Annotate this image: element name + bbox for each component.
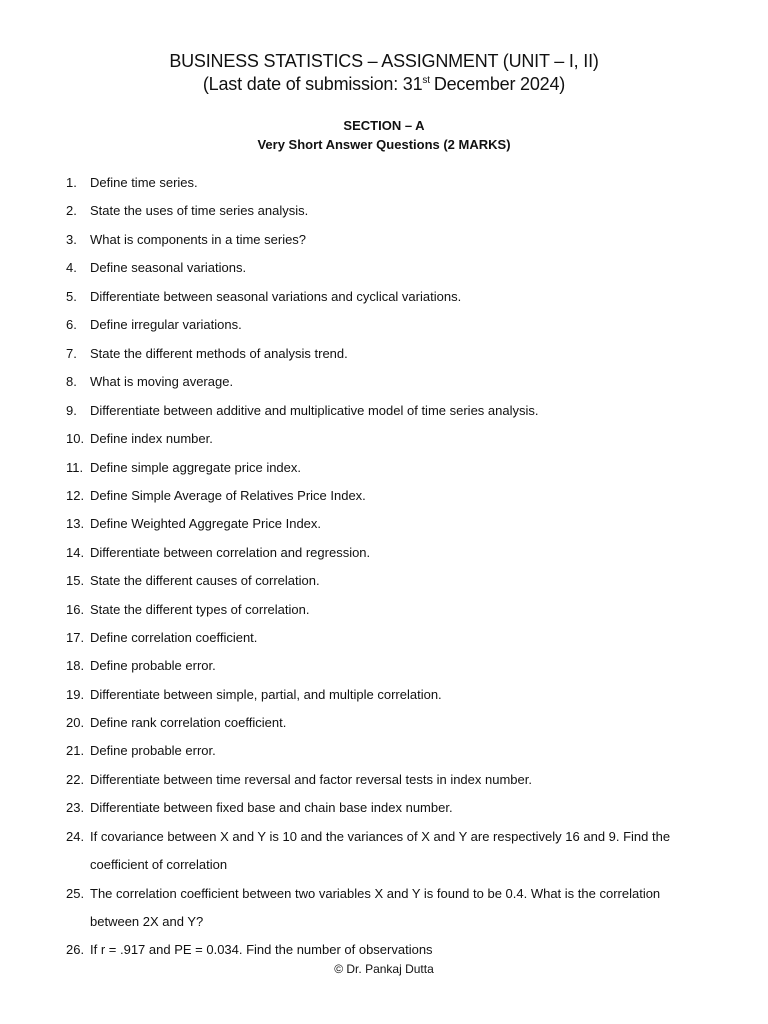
question-number: 3. xyxy=(66,232,77,247)
question-text: Define correlation coefficient. xyxy=(90,630,258,645)
question-item xyxy=(66,714,716,732)
question-text xyxy=(90,828,716,874)
question-text: Define seasonal variations. xyxy=(90,260,247,275)
question-number: 9. xyxy=(66,403,77,418)
question-number: 1. xyxy=(66,175,77,190)
copyright-footer: © Dr. Pankaj Dutta xyxy=(334,962,434,976)
question-item xyxy=(66,601,716,619)
question-item xyxy=(66,345,716,363)
question-number: 22. xyxy=(66,772,85,787)
question-number: 13. xyxy=(66,516,85,531)
question-item xyxy=(66,544,716,562)
question-number: 26. xyxy=(66,942,85,957)
question-number: 23. xyxy=(66,800,85,815)
question-text: Define index number. xyxy=(90,431,213,446)
question-item xyxy=(66,885,716,931)
question-text: What is moving average. xyxy=(90,374,234,389)
question-item xyxy=(66,174,716,192)
question-text: Define probable error. xyxy=(90,658,216,673)
question-item xyxy=(66,231,716,249)
question-number: 14. xyxy=(66,545,85,560)
question-text: State the different methods of analysis trend. xyxy=(90,346,348,361)
deadline-prefix: (Last date of submission: 31 xyxy=(202,74,423,94)
question-text xyxy=(90,885,716,931)
question-item xyxy=(66,459,716,477)
question-text: If r = .917 and PE = 0.034. Find the number of observations xyxy=(90,942,433,957)
question-text: Differentiate between correlation and regression. xyxy=(90,545,371,560)
question-item xyxy=(66,629,716,647)
question-number: 8. xyxy=(66,374,77,389)
question-item xyxy=(66,572,716,590)
document-title: BUSINESS STATISTICS – ASSIGNMENT (UNIT – I, II) xyxy=(169,51,599,71)
section-name: SECTION – A xyxy=(343,118,425,133)
question-number: 20. xyxy=(66,715,85,730)
question-item xyxy=(66,402,716,420)
question-number: 16. xyxy=(66,602,85,617)
question-text: Define time series. xyxy=(90,175,198,190)
deadline-ordinal-suffix: st xyxy=(422,75,430,86)
question-number: 11. xyxy=(66,460,84,475)
question-text-line: If covariance between X and Y is 10 and the variances of X and Y are respectively 16 and 9. Find the xyxy=(90,829,671,844)
question-item xyxy=(66,430,716,448)
question-text: Differentiate between additive and multiplicative model of time series analysis. xyxy=(90,403,539,418)
question-item xyxy=(66,316,716,334)
submission-deadline xyxy=(0,73,768,95)
section-subtitle: Very Short Answer Questions (2 MARKS) xyxy=(257,137,511,152)
question-text-continuation: coefficient of correlation xyxy=(90,857,228,872)
question-item xyxy=(66,771,716,789)
question-item xyxy=(66,657,716,675)
question-item xyxy=(66,941,716,959)
question-item xyxy=(66,487,716,505)
question-text: Define Weighted Aggregate Price Index. xyxy=(90,516,322,531)
question-text: What is components in a time series? xyxy=(90,232,307,247)
question-item xyxy=(66,202,716,220)
question-item xyxy=(66,828,716,874)
question-number: 6. xyxy=(66,317,77,332)
question-text: State the different types of correlation. xyxy=(90,602,310,617)
question-text-line: The correlation coefficient between two variables X and Y is found to be 0.4. What is the correlation xyxy=(90,886,661,901)
question-number: 18. xyxy=(66,658,85,673)
question-number: 12. xyxy=(66,488,85,503)
question-number: 25. xyxy=(66,886,85,901)
question-item xyxy=(66,288,716,306)
deadline-suffix: December 2024) xyxy=(433,74,566,94)
question-text: Define Simple Average of Relatives Price Index. xyxy=(90,488,366,503)
question-text: Differentiate between time reversal and factor reversal tests in index number. xyxy=(90,772,532,787)
question-item xyxy=(66,515,716,533)
question-number: 10. xyxy=(66,431,85,446)
question-number: 15. xyxy=(66,573,85,588)
question-number: 7. xyxy=(66,346,77,361)
question-number: 19. xyxy=(66,687,85,702)
question-text: Define probable error. xyxy=(90,743,216,758)
question-number: 24. xyxy=(66,829,85,844)
question-number: 21. xyxy=(66,743,85,758)
question-item xyxy=(66,686,716,704)
question-item xyxy=(66,799,716,817)
question-item xyxy=(66,373,716,391)
question-number: 17. xyxy=(66,630,85,645)
question-text: Define irregular variations. xyxy=(90,317,242,332)
question-text: Differentiate between simple, partial, and multiple correlation. xyxy=(90,687,442,702)
question-item xyxy=(66,742,716,760)
question-number: 2. xyxy=(66,203,77,218)
question-text: State the uses of time series analysis. xyxy=(90,203,309,218)
question-text: Define rank correlation coefficient. xyxy=(90,715,287,730)
question-text: Differentiate between seasonal variations and cyclical variations. xyxy=(90,289,462,304)
question-text-continuation: between 2X and Y? xyxy=(90,914,204,929)
question-number: 5. xyxy=(66,289,77,304)
question-item xyxy=(66,259,716,277)
question-text: Differentiate between fixed base and chain base index number. xyxy=(90,800,453,815)
question-text: Define simple aggregate price index. xyxy=(90,460,302,475)
question-text: State the different causes of correlation. xyxy=(90,573,320,588)
question-number: 4. xyxy=(66,260,77,275)
